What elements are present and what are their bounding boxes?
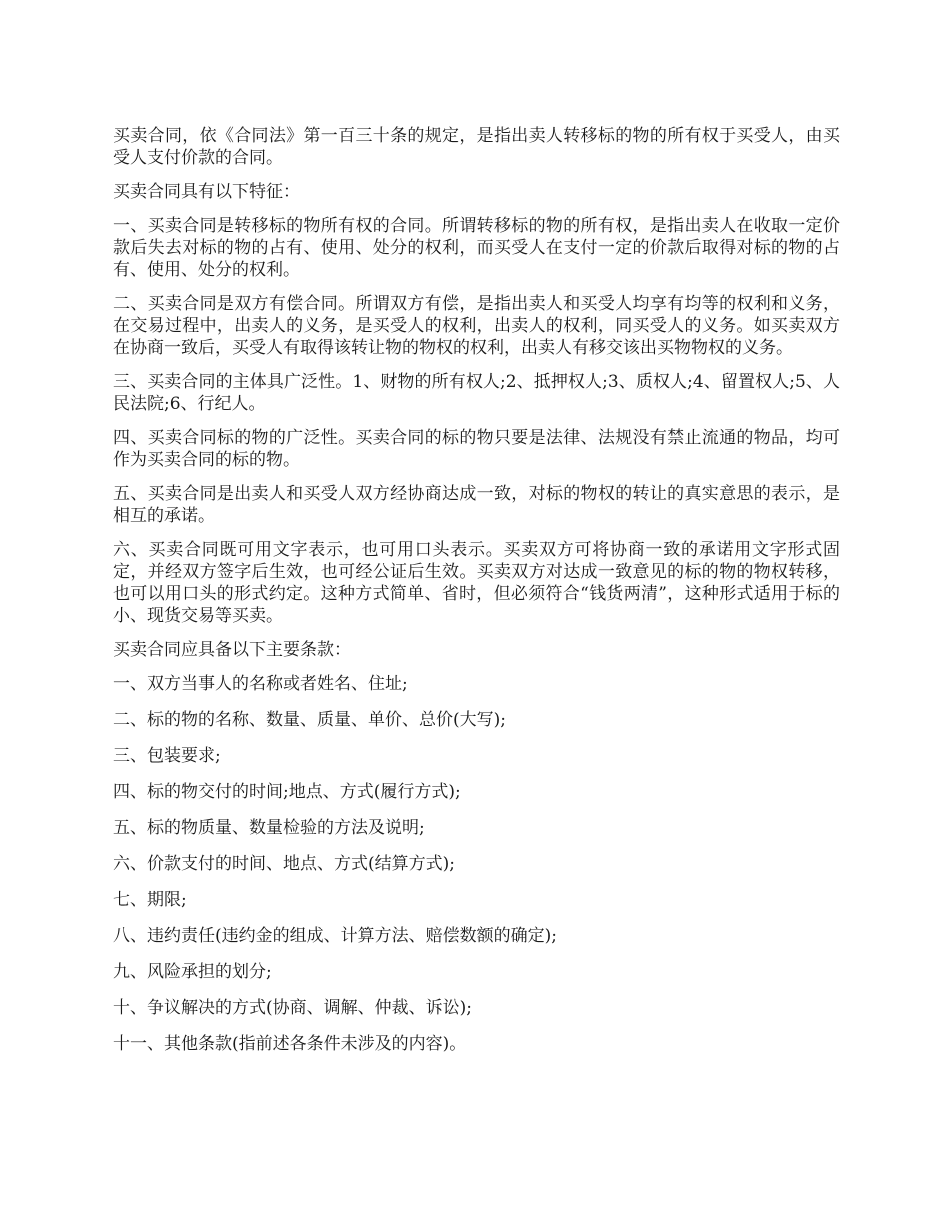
- feature-paragraph: 一、买卖合同是转移标的物所有权的合同。所谓转移标的物的所有权，是指出卖人在收取一定价款后失去对标的物的占有、使用、处分的权利，而买受人在支付一定的价款后取得对标的物的占有、使用、处分的权利。: [113, 216, 840, 280]
- clause-item: 二、标的物的名称、数量、质量、单价、总价(大写);: [113, 710, 506, 730]
- clause-item: 十、争议解决的方式(协商、调解、仲裁、诉讼);: [113, 998, 472, 1018]
- clause-item: 六、价款支付的时间、地点、方式(结算方式);: [113, 854, 455, 874]
- clauses-heading: 买卖合同应具备以下主要条款：: [113, 640, 351, 660]
- clause-item: 十一、其他条款(指前述各条件未涉及的内容)。: [113, 1034, 467, 1054]
- feature-paragraph: 三、买卖合同的主体具广泛性。1、财物的所有权人;2、抵押权人;3、质权人;4、留置权人;5、人民法院;6、行纪人。: [113, 372, 840, 414]
- feature-paragraph: 四、买卖合同标的物的广泛性。买卖合同的标的物只要是法律、法规没有禁止流通的物品，均可作为买卖合同的标的物。: [113, 428, 840, 470]
- clause-item: 八、违约责任(违约金的组成、计算方法、赔偿数额的确定);: [113, 926, 557, 946]
- clause-item: 五、标的物质量、数量检验的方法及说明;: [113, 818, 425, 838]
- clause-item: 一、双方当事人的名称或者姓名、住址;: [113, 674, 408, 694]
- feature-paragraph: 六、买卖合同既可用文字表示，也可用口头表示。买卖双方可将协商一致的承诺用文字形式固定，并经双方签字后生效，也可经公证后生效。买卖双方对达成一致意见的标的物的物权转移，也可以用口头的形式约定。这种方式简单、省时，但必须符合“钱货两清”，这种形式适用于标的小、现货交易等买卖。: [113, 540, 840, 626]
- clause-item: 三、包装要求;: [113, 746, 221, 766]
- features-heading: 买卖合同具有以下特征：: [113, 182, 300, 202]
- intro-paragraph: 买卖合同，依《合同法》第一百三十条的规定，是指出卖人转移标的物的所有权于买受人，由买受人支付价款的合同。: [113, 126, 840, 168]
- clause-item: 九、风险承担的划分;: [113, 962, 272, 982]
- clause-item: 四、标的物交付的时间;地点、方式(履行方式);: [113, 782, 461, 802]
- document-body: [113, 125, 840, 1069]
- feature-paragraph: 二、买卖合同是双方有偿合同。所谓双方有偿，是指出卖人和买受人均享有均等的权利和义务，在交易过程中，出卖人的义务，是买受人的权利，出卖人的权利，同买受人的义务。如买卖双方在协商一致后，买受人有取得该转让物的物权的权利，出卖人有移交该出买物物权的义务。: [113, 294, 840, 358]
- feature-paragraph: 五、买卖合同是出卖人和买受人双方经协商达成一致，对标的物权的转让的真实意思的表示，是相互的承诺。: [113, 484, 840, 526]
- clause-item: 七、期限;: [113, 890, 187, 910]
